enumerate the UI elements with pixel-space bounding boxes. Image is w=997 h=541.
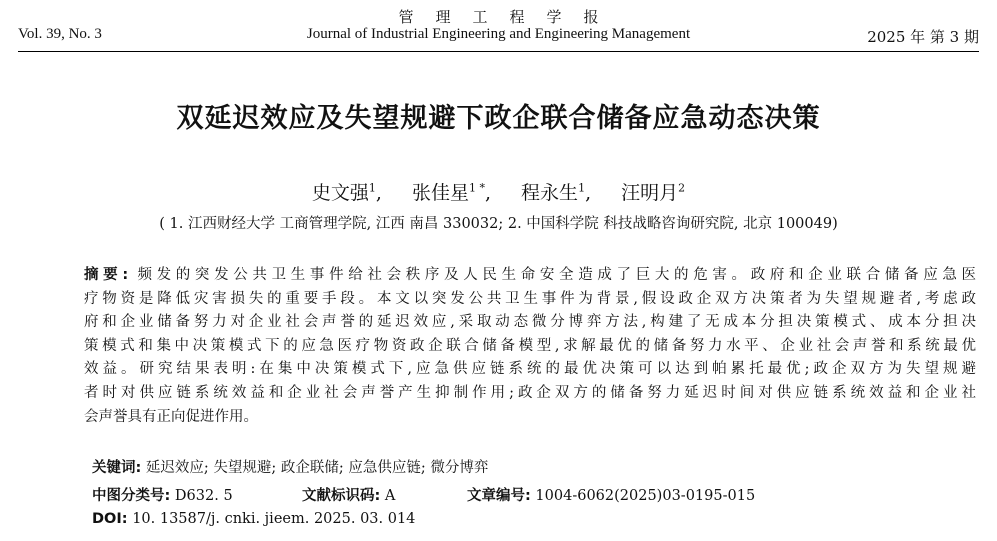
paper-title: 双延迟效应及失望规避下政企联合储备应急动态决策 bbox=[176, 103, 821, 134]
article-number: 文章编号: 1004-6062(2025)03-0195-015 bbox=[467, 488, 756, 504]
classification: 中图分类号: D632. 5 bbox=[92, 488, 233, 504]
keywords-label: 关键词 bbox=[92, 460, 136, 476]
doi-value: 10. 13587/j. cnki. jieem. 2025. 03. 014 bbox=[132, 511, 416, 527]
author-list: 史文强$^1$, 张佳星$^{1 *}$, 程永生$^1$, 汪明月$^2$ bbox=[311, 181, 686, 204]
volume-number: Vol. 39, No. 3 bbox=[18, 26, 102, 42]
article-metadata bbox=[92, 484, 972, 505]
author-affiliation-mark: 2 bbox=[678, 181, 686, 195]
author-affiliation-mark: 1 * bbox=[468, 181, 485, 195]
abstract-line: 摘要: 频发的突发公共卫生事件给社会秩序及人民生命安全造成了巨大的危害。政府和企业联合储备应急医 bbox=[84, 267, 977, 283]
author-affiliation-mark: 1 bbox=[578, 181, 586, 195]
author-name: 汪明月 bbox=[621, 182, 679, 204]
header-rule bbox=[18, 51, 979, 52]
abstract-label: 摘要 bbox=[84, 267, 123, 283]
author-affiliation-mark: 1 bbox=[368, 181, 376, 195]
abstract-line: 府和企业储备努力对企业社会声誉的延迟效应,采取动态微分博弈方法,构建了无成本分担决策模式、成本分担决 bbox=[84, 314, 976, 331]
abstract-line: 效益。研究结果表明:在集中决策模式下,应急供应链系统的最优决策可以达到帕累托最优;政企双方为失望规避 bbox=[84, 361, 976, 378]
document-code: 文献标识码: A bbox=[302, 488, 396, 504]
abstract-line: 者时对供应链系统效益和企业社会声誉产生抑制作用;政企双方的储备努力延迟时间对供应链系统效益和企业社 bbox=[84, 384, 976, 401]
doi-label: DOI bbox=[92, 511, 122, 527]
author-name: 张佳星 bbox=[411, 182, 469, 204]
author-name: 程永生 bbox=[521, 182, 579, 204]
abstract-line: 疗物资是降低灾害损失的重要手段。本文以突发公共卫生事件为背景,假设政企双方决策者为失望规避者,考虑政 bbox=[84, 290, 976, 307]
issue-number: 2025 年 第 3 期 bbox=[867, 28, 979, 46]
journal-title-cn: 管理工程学报 bbox=[398, 8, 621, 26]
author-name: 史文强 bbox=[311, 182, 369, 204]
abstract bbox=[84, 264, 976, 429]
keywords: 关键词: 延迟效应; 失望规避; 政企联储; 应急供应链; 微分博弈 bbox=[92, 460, 489, 476]
journal-header bbox=[0, 4, 997, 48]
abstract-line: 会声誉具有正向促进作用。 bbox=[84, 408, 258, 425]
keywords-value: 延迟效应; 失望规避; 政企联储; 应急供应链; 微分博弈 bbox=[145, 460, 489, 476]
affiliations: ( 1. 江西财经大学 工商管理学院, 江西 南昌 330032; 2. 中国科学院 科技战略咨询研究院, 北京 100049) bbox=[159, 216, 838, 232]
journal-title-en: Journal of Industrial Engineering and Engineering Management bbox=[306, 26, 691, 42]
doi: DOI: 10. 13587/j. cnki. jieem. 2025. 03. 014 bbox=[92, 511, 416, 527]
abstract-line: 策模式和集中决策模式下的应急医疗物资政企联合储备模型,求解最优的储备努力水平、企业社会声誉和系统最优 bbox=[84, 337, 976, 354]
